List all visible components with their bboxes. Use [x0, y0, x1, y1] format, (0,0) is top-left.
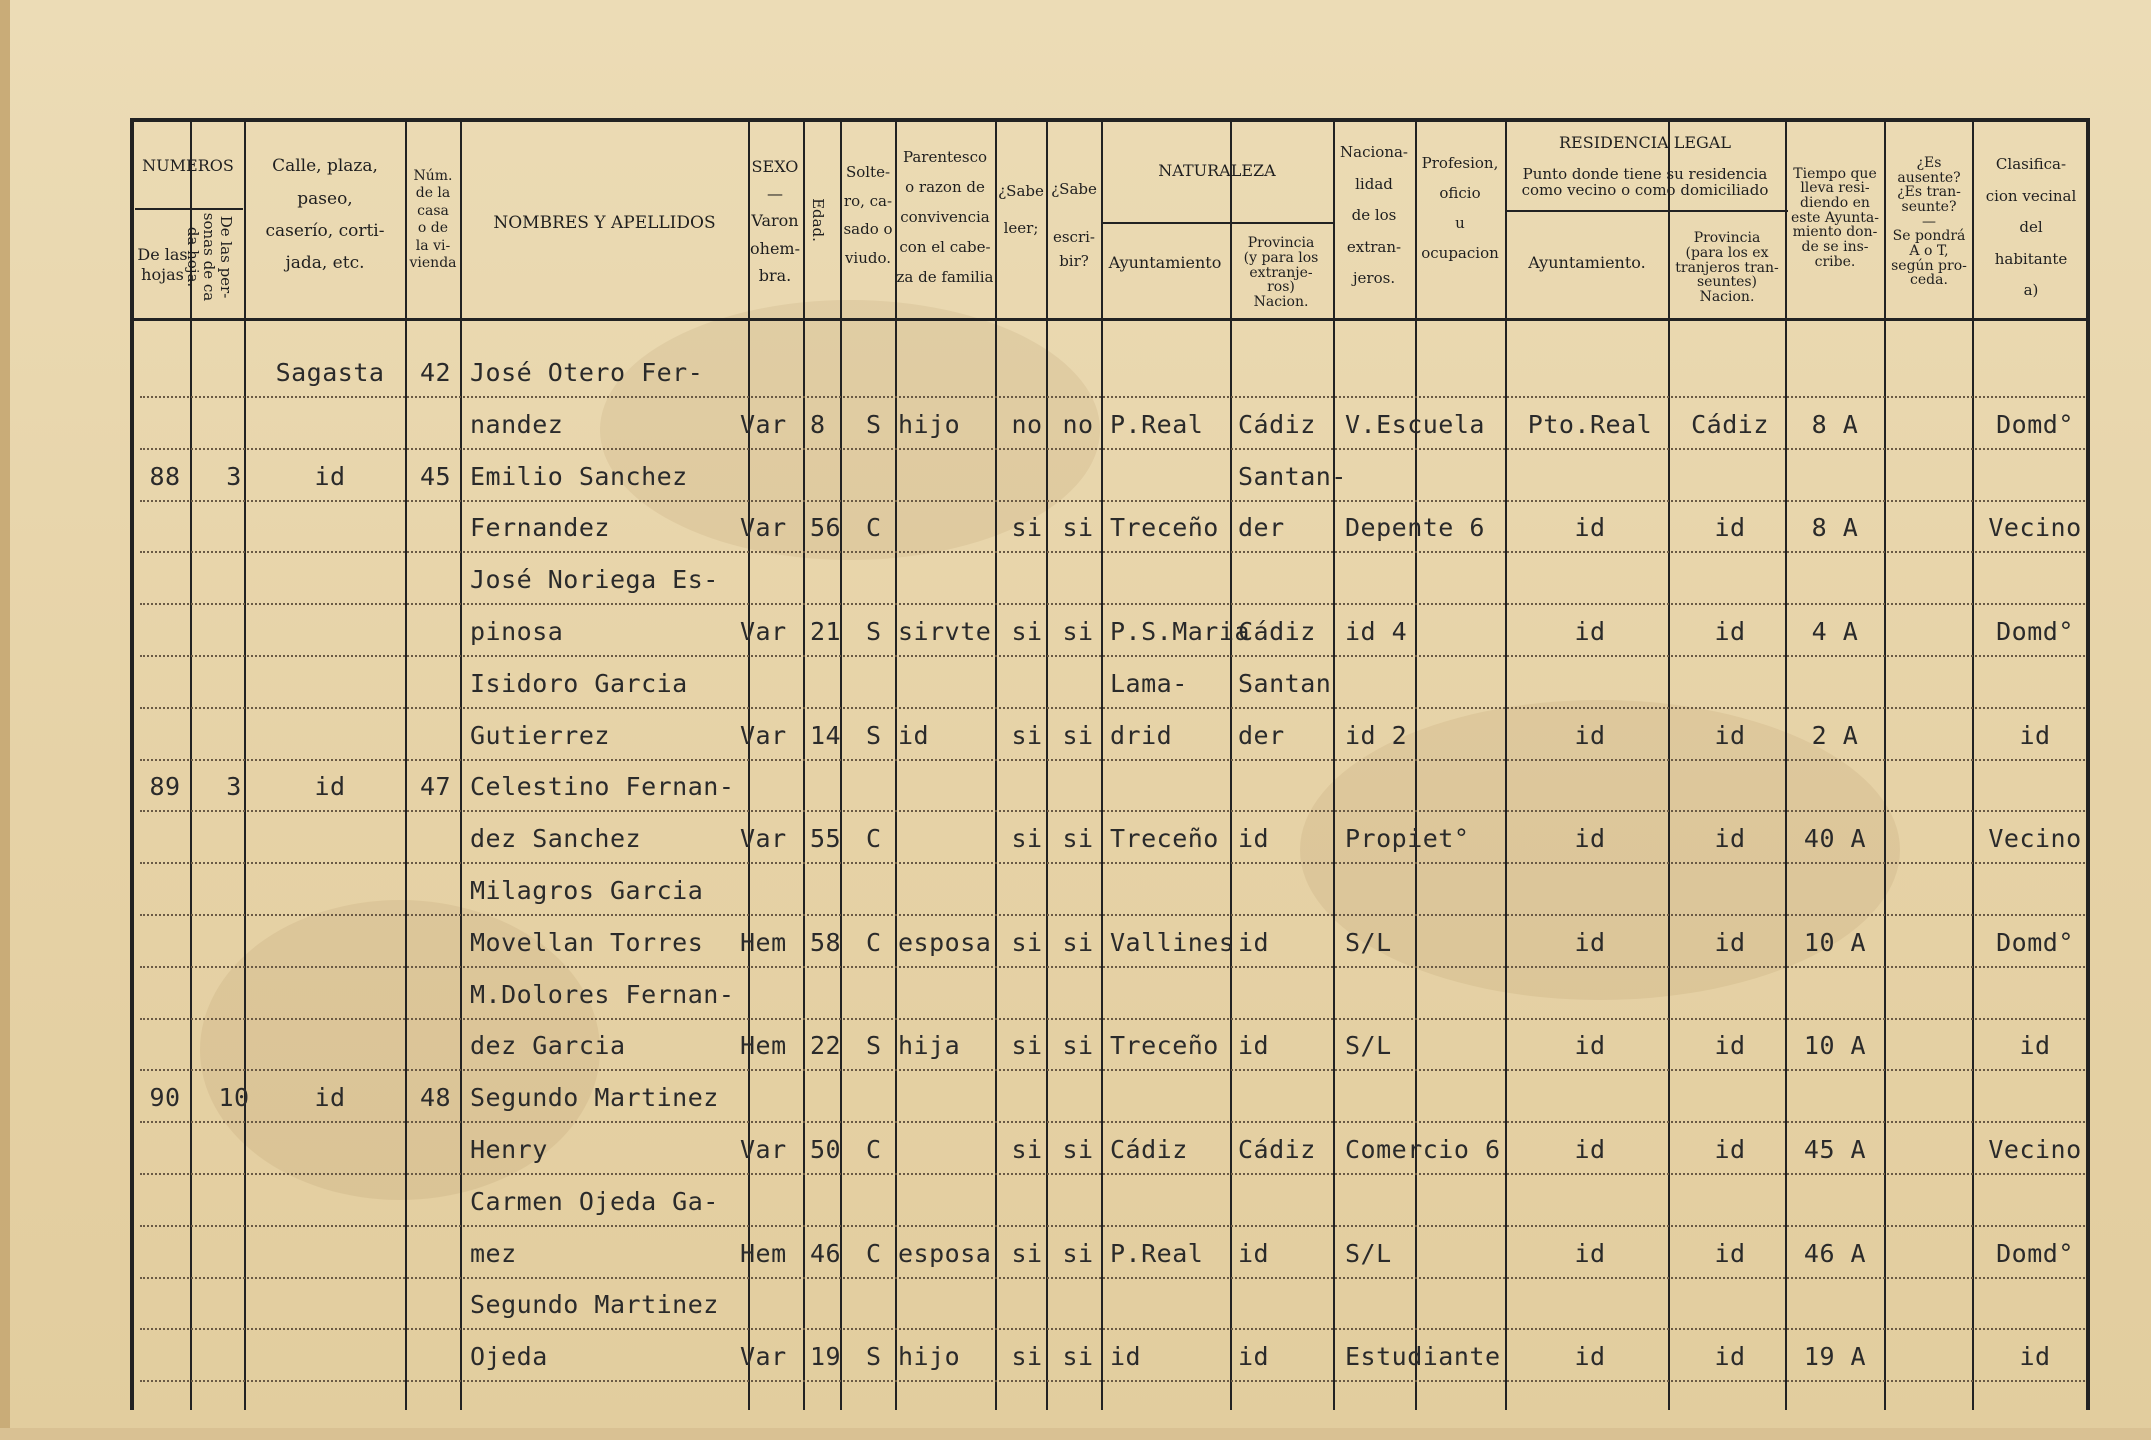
header-nat-ayuntamiento: Ayuntamiento	[1108, 253, 1222, 272]
cell-res-ayto: id	[1574, 513, 1606, 543]
cell-escribir: si	[1062, 927, 1094, 957]
cell-clasif: Vecino	[1988, 824, 2082, 854]
cell-personas: 10	[218, 1083, 250, 1113]
cell-nombre: mez	[470, 1238, 517, 1268]
cell-sexo: Var	[740, 1342, 787, 1372]
header-sabe-leer: ¿Sabe leer;	[998, 181, 1044, 238]
column-divider	[803, 118, 805, 1410]
cell-estado: C	[866, 927, 882, 957]
cell-edad: 22	[810, 1031, 842, 1061]
column-divider	[1046, 118, 1048, 1410]
cell-edad: 58	[810, 927, 842, 957]
header-estado-civil: Solte- ro, ca- sado o viudo.	[843, 163, 893, 267]
cell-sexo: Var	[740, 720, 787, 750]
cell-sexo: Var	[740, 409, 787, 439]
cell-escribir: si	[1062, 1238, 1094, 1268]
cell-sexo: Hem	[740, 927, 787, 957]
cell-res-ayto: id	[1574, 617, 1606, 646]
row-rule	[140, 759, 2085, 761]
row-rule	[140, 551, 2085, 553]
cell-nat-ayto: id	[1110, 1342, 1142, 1372]
cell-res-prov: id	[1714, 927, 1746, 957]
cell-nat-prov: id	[1238, 824, 1270, 854]
cell-calle: Sagasta	[275, 358, 385, 387]
cell-tiempo: 4 A	[1811, 617, 1859, 646]
cell-nombre: M.Dolores Fernan-	[470, 979, 735, 1009]
cell-tiempo: 8 A	[1811, 513, 1859, 543]
row-rule	[140, 1121, 2085, 1123]
cell-parentesco: sirvte	[898, 617, 992, 646]
cell-res-prov: id	[1714, 720, 1746, 750]
header-parentesco: Parentesco o razon de convivencia con el cabe- za de familia	[896, 148, 994, 286]
naturaleza-sub-divider	[1101, 222, 1333, 224]
column-divider	[1668, 118, 1670, 1410]
cell-clasif: Domd°	[1996, 409, 2074, 439]
cell-hojas: 90	[149, 1083, 181, 1113]
row-rule	[140, 914, 2085, 916]
cell-estado: S	[866, 1342, 882, 1372]
cell-leer: si	[1011, 927, 1043, 957]
cell-nombre: Fernandez	[470, 513, 610, 543]
cell-nat-prov: Cádiz	[1238, 1135, 1316, 1164]
cell-res-prov: Cádiz	[1691, 409, 1769, 439]
row-rule	[140, 500, 2085, 502]
cell-clasif: id	[2019, 720, 2051, 750]
cell-nat-ayto: Cádiz	[1110, 1135, 1188, 1164]
column-divider	[895, 118, 897, 1410]
header-de-las-hojas: De las hojas	[137, 245, 188, 284]
cell-res-ayto: Pto.Real	[1527, 409, 1653, 439]
cell-nat-ayto: Treceño	[1110, 513, 1219, 543]
cell-nombre: dez Garcia	[470, 1031, 626, 1061]
cell-leer: si	[1011, 1031, 1043, 1061]
cell-tiempo: 19 A	[1803, 1342, 1867, 1372]
cell-escribir: no	[1062, 409, 1094, 439]
cell-nombre: Emilio Sanchez	[470, 461, 688, 491]
cell-parentesco: hijo	[898, 409, 961, 439]
cell-tiempo: 40 A	[1803, 824, 1867, 854]
cell-profesion: Propiet°	[1345, 824, 1470, 854]
cell-clasif: id	[2019, 1342, 2051, 1372]
cell-parentesco: id	[898, 720, 930, 750]
row-rule	[140, 1328, 2085, 1330]
cell-num: 48	[420, 1083, 452, 1113]
header-clasificacion: Clasifica- cion vecinal del habitante a)	[1985, 155, 2077, 300]
cell-profesion: S/L	[1345, 927, 1392, 957]
cell-clasif: id	[2019, 1031, 2051, 1061]
cell-tiempo: 45 A	[1803, 1135, 1867, 1164]
residencia-sub-divider	[1505, 210, 1788, 212]
column-divider	[130, 118, 134, 1410]
cell-escribir: si	[1062, 617, 1094, 646]
cell-leer: si	[1011, 824, 1043, 854]
cell-edad: 14	[810, 720, 842, 750]
cell-nombre: Carmen Ojeda Ga-	[470, 1186, 719, 1216]
cell-calle: id	[314, 461, 346, 491]
header-residencia-sub: Punto donde tiene su residencia como vecino o como domiciliado	[1521, 165, 1769, 199]
cell-nombre: Henry	[470, 1135, 548, 1164]
cell-sexo: Hem	[740, 1238, 787, 1268]
page-bottom-edge	[0, 1428, 2151, 1440]
cell-clasif: Domd°	[1996, 1238, 2074, 1268]
numeros-sub-divider	[135, 208, 243, 210]
header-nacionalidad: Naciona- lidad de los extran- jeros.	[1340, 143, 1408, 288]
cell-edad: 19	[810, 1342, 842, 1372]
row-rule	[140, 862, 2085, 864]
cell-nat-ayto: P.Real	[1110, 409, 1204, 439]
cell-nat-ayto: Treceño	[1110, 1031, 1219, 1061]
cell-res-prov: id	[1714, 1031, 1746, 1061]
cell-tiempo: 10 A	[1803, 1031, 1867, 1061]
cell-nat-prov: der	[1238, 513, 1285, 543]
cell-hojas: 89	[149, 772, 181, 802]
cell-leer: si	[1011, 1135, 1043, 1164]
column-divider	[1785, 118, 1787, 1410]
column-divider	[1884, 118, 1886, 1410]
cell-edad: 8	[810, 409, 826, 439]
cell-clasif: Domd°	[1996, 617, 2074, 646]
cell-res-prov: id	[1714, 1238, 1746, 1268]
header-tiempo: Tiempo que lleva resi- diendo en este Ayunta- miento don- de se ins- cribe.	[1790, 165, 1880, 270]
cell-hojas: 88	[149, 461, 181, 491]
cell-parentesco: esposa	[898, 927, 992, 957]
cell-res-prov: id	[1714, 1342, 1746, 1372]
cell-num: 47	[420, 772, 452, 802]
cell-sexo: Var	[740, 513, 787, 543]
header-sexo: SEXO — Varon ohem- bra.	[750, 157, 800, 285]
cell-nat-ayto: Vallines	[1110, 927, 1235, 957]
cell-res-ayto: id	[1574, 1135, 1606, 1164]
column-divider	[1415, 118, 1417, 1410]
header-nombres: NOMBRES Y APELLIDOS	[493, 213, 716, 234]
row-rule	[140, 810, 2085, 812]
cell-estado: S	[866, 617, 882, 646]
cell-nat-prov: id	[1238, 1342, 1270, 1372]
cell-edad: 21	[810, 617, 842, 646]
cell-estado: C	[866, 1135, 882, 1164]
cell-escribir: si	[1062, 824, 1094, 854]
cell-nombre: José Noriega Es-	[470, 565, 719, 595]
cell-edad: 56	[810, 513, 842, 543]
cell-nombre: Ojeda	[470, 1342, 548, 1372]
cell-personas: 3	[226, 461, 242, 491]
cell-res-prov: id	[1714, 824, 1746, 854]
row-rule	[140, 1225, 2085, 1227]
cell-nat-ayto: Treceño	[1110, 824, 1219, 854]
header-nat-provincia: Provincia (y para los extranje- ros) Nacion.	[1243, 235, 1319, 311]
cell-nat-prov: id	[1238, 1238, 1270, 1268]
cell-nombre: Movellan Torres	[470, 927, 704, 957]
cell-estado: C	[866, 1238, 882, 1268]
cell-nat-ayto: Lama-	[1110, 668, 1188, 698]
cell-escribir: si	[1062, 1135, 1094, 1164]
cell-nat-prov: id	[1238, 927, 1270, 957]
cell-clasif: Vecino	[1988, 513, 2082, 543]
cell-sexo: Hem	[740, 1031, 787, 1061]
cell-tiempo: 10 A	[1803, 927, 1867, 957]
cell-clasif: Vecino	[1988, 1135, 2082, 1164]
cell-estado: C	[866, 824, 882, 854]
cell-nombre: Gutierrez	[470, 720, 610, 750]
cell-estado: C	[866, 513, 882, 543]
column-divider	[2086, 118, 2090, 1410]
header-bottom-border	[130, 318, 2090, 321]
header-ausente: ¿Es ausente? ¿Es tran- seunte? — Se pondrá A o T, según pro- ceda.	[1891, 154, 1967, 289]
cell-sexo: Var	[740, 824, 787, 854]
cell-leer: si	[1011, 1238, 1043, 1268]
cell-nombre: Isidoro Garcia	[470, 668, 688, 698]
cell-profesion: Comercio 6	[1345, 1135, 1501, 1164]
cell-nombre: José Otero Fer-	[470, 358, 704, 387]
cell-estado: S	[866, 1031, 882, 1061]
row-rule	[140, 396, 2085, 398]
cell-edad: 50	[810, 1135, 842, 1164]
column-divider	[1972, 118, 1974, 1410]
row-rule	[140, 1380, 2085, 1382]
row-rule	[140, 1018, 2085, 1020]
header-naturaleza: NATURALEZA	[1158, 161, 1276, 180]
cell-profesion: id 4	[1345, 617, 1408, 646]
header-num-casa: Núm. de la casa o de la vi- vienda	[409, 167, 457, 271]
cell-res-prov: id	[1714, 513, 1746, 543]
column-divider	[190, 118, 192, 1410]
cell-res-ayto: id	[1574, 1342, 1606, 1372]
row-rule	[140, 603, 2085, 605]
cell-leer: si	[1011, 513, 1043, 543]
cell-sexo: Var	[740, 1135, 787, 1164]
cell-nat-ayto: P.S.Maria	[1110, 617, 1250, 646]
cell-res-ayto: id	[1574, 1238, 1606, 1268]
header-residencia-legal: RESIDENCIA LEGAL	[1559, 133, 1731, 152]
cell-leer: si	[1011, 1342, 1043, 1372]
row-rule	[140, 655, 2085, 657]
cell-res-prov: id	[1714, 1135, 1746, 1164]
cell-nombre: dez Sanchez	[470, 824, 642, 854]
cell-clasif: Domd°	[1996, 927, 2074, 957]
header-de-las-personas: De las per- sonas de ca da hoja.	[184, 212, 235, 302]
row-rule	[140, 1069, 2085, 1071]
cell-nombre: pinosa	[470, 617, 564, 646]
cell-res-ayto: id	[1574, 1031, 1606, 1061]
cell-escribir: si	[1062, 720, 1094, 750]
header-res-provincia: Provincia (para los ex tranjeros tran- seuntes) Nacion.	[1675, 230, 1779, 306]
row-rule	[140, 1173, 2085, 1175]
cell-nombre: Milagros Garcia	[470, 876, 704, 905]
cell-res-ayto: id	[1574, 720, 1606, 750]
column-divider	[840, 118, 842, 1410]
column-divider	[1101, 118, 1103, 1410]
cell-nat-prov: id	[1238, 1031, 1270, 1061]
cell-nat-prov: Santan-	[1238, 461, 1347, 491]
column-divider	[244, 118, 246, 1410]
header-sabe-escribir: ¿Sabe escri- bir?	[1051, 180, 1097, 270]
cell-nombre: Segundo Martinez	[470, 1290, 719, 1320]
cell-nat-ayto: drid	[1110, 720, 1173, 750]
column-divider	[405, 118, 407, 1410]
column-divider	[995, 118, 997, 1410]
column-divider	[460, 118, 462, 1410]
cell-parentesco: esposa	[898, 1238, 992, 1268]
row-rule	[140, 707, 2085, 709]
table-top-border	[130, 118, 2090, 122]
header-res-ayuntamiento: Ayuntamiento.	[1528, 253, 1646, 272]
cell-nat-prov: Cádiz	[1238, 617, 1316, 646]
column-divider	[748, 118, 750, 1410]
column-divider	[1333, 118, 1335, 1410]
cell-nat-prov: Santan	[1238, 668, 1332, 698]
column-divider	[1505, 118, 1507, 1410]
cell-nat-prov: Cádiz	[1238, 409, 1316, 439]
cell-nat-ayto: P.Real	[1110, 1238, 1204, 1268]
cell-estado: S	[866, 720, 882, 750]
cell-res-prov: id	[1714, 617, 1746, 646]
header-numeros: NUMEROS	[142, 156, 234, 175]
header-profesion: Profesion, oficio u ocupacion	[1421, 154, 1499, 262]
cell-profesion: Estudiante	[1345, 1342, 1501, 1372]
cell-edad: 55	[810, 824, 842, 854]
cell-profesion: id 2	[1345, 720, 1408, 750]
cell-edad: 46	[810, 1238, 842, 1268]
cell-calle: id	[314, 1083, 346, 1113]
cell-tiempo: 46 A	[1803, 1238, 1867, 1268]
cell-parentesco: hijo	[898, 1342, 961, 1372]
cell-escribir: si	[1062, 513, 1094, 543]
cell-num: 42	[420, 358, 452, 387]
cell-nombre: nandez	[470, 409, 564, 439]
cell-estado: S	[866, 409, 882, 439]
cell-parentesco: hija	[898, 1031, 961, 1061]
cell-escribir: si	[1062, 1342, 1094, 1372]
cell-res-ayto: id	[1574, 824, 1606, 854]
cell-tiempo: 8 A	[1811, 409, 1859, 439]
cell-profesion: Depente 6	[1345, 513, 1485, 543]
cell-profesion: S/L	[1345, 1031, 1392, 1061]
cell-calle: id	[314, 772, 346, 802]
cell-res-ayto: id	[1574, 927, 1606, 957]
cell-profesion: V.Escuela	[1345, 409, 1485, 439]
cell-leer: no	[1011, 409, 1043, 439]
header-edad: Edad.	[809, 198, 827, 242]
cell-num: 45	[420, 461, 452, 491]
cell-profesion: S/L	[1345, 1238, 1392, 1268]
cell-tiempo: 2 A	[1811, 720, 1859, 750]
cell-nombre: Celestino Fernan-	[470, 772, 735, 802]
cell-nombre: Segundo Martinez	[470, 1083, 719, 1113]
cell-leer: si	[1011, 617, 1043, 646]
row-rule	[140, 448, 2085, 450]
header-calle: Calle, plaza, paseo, caserío, corti- jada, etc.	[265, 156, 385, 274]
cell-personas: 3	[226, 772, 242, 802]
cell-escribir: si	[1062, 1031, 1094, 1061]
row-rule	[140, 1277, 2085, 1279]
cell-leer: si	[1011, 720, 1043, 750]
page-edge	[0, 0, 10, 1440]
cell-sexo: Var	[740, 617, 787, 646]
row-rule	[140, 966, 2085, 968]
cell-nat-prov: der	[1238, 720, 1285, 750]
